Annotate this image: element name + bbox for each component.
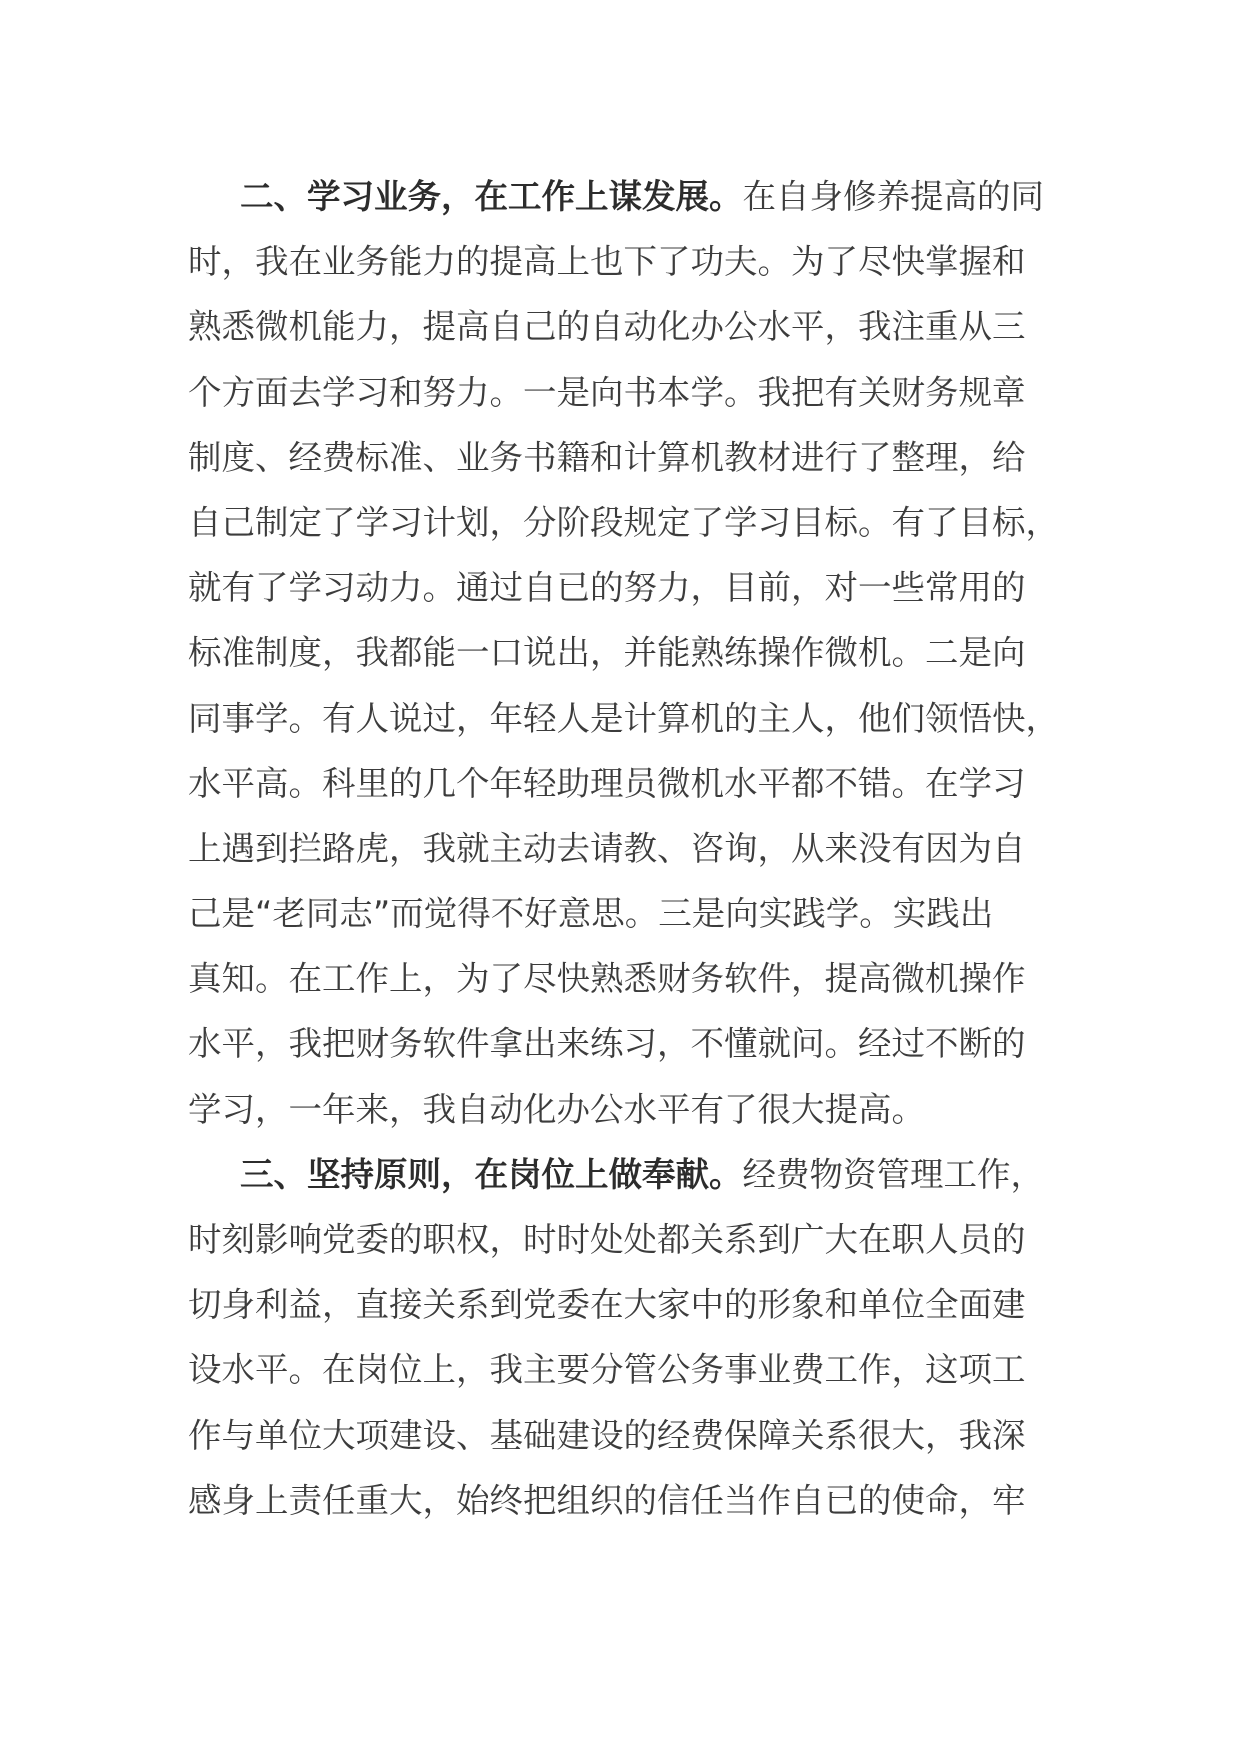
paragraph-line: 个方面去学习和努力。一是向书本学。我把有关财务规章 (188, 372, 1026, 412)
paragraph-line: 水平高。科里的几个年轻助理员微机水平都不错。在学习 (188, 763, 1026, 803)
paragraph-line: 真知。在工作上，为了尽快熟悉财务软件，提高微机操作 (188, 959, 1026, 999)
paragraph-line: 同事学。有人说过，年轻人是计算机的主人，他们领悟快， (188, 698, 1059, 738)
paragraph-line: 感身上责任重大，始终把组织的信任当作自已的使命，牢 (188, 1480, 1026, 1520)
paragraph-2-line-1 (188, 164, 1068, 229)
paragraph-line: 制度、经费标准、业务书籍和计算机教材进行了整理，给 (188, 437, 1026, 477)
paragraph-line: 时，我在业务能力的提高上也下了功夫。为了尽快掌握和 (188, 242, 1026, 282)
paragraph-text: 经费物资管理工作， (742, 1154, 1044, 1194)
paragraph-line: 水平，我把财务软件拿出来练习，不懂就问。经过不断的 (188, 1024, 1026, 1064)
paragraph-line: 学习，一年来，我自动化办公水平有了很大提高。 (188, 1089, 925, 1129)
paragraph-3-line-1 (188, 1142, 1068, 1207)
paragraph-line: 上遇到拦路虎，我就主动去请教、咨询，从来没有因为自 (188, 828, 1026, 868)
paragraph-line: 作与单位大项建设、基础建设的经费保障关系很大，我深 (188, 1415, 1026, 1455)
paragraph-text: 在自身修养提高的同 (742, 177, 1044, 216)
document-body (188, 164, 1068, 1533)
paragraph-line: 就有了学习动力。通过自已的努力，目前，对一些常用的 (188, 568, 1026, 608)
paragraph-line: 时刻影响党委的职权，时时处处都关系到广大在职人员的 (188, 1220, 1026, 1259)
paragraph-line: 己是“老同志”而觉得不好意思。三是向实践学。实践出 (188, 894, 994, 934)
section-3-heading: 三、坚持原则，在岗位上做奉献。 (240, 1154, 743, 1194)
paragraph-line: 自己制定了学习计划，分阶段规定了学习目标。有了目标， (188, 502, 1059, 542)
paragraph-line: 标准制度，我都能一口说出，并能熟练操作微机。二是向 (188, 633, 1026, 673)
paragraph-line: 切身利益，直接关系到党委在大家中的形象和单位全面建 (188, 1285, 1026, 1325)
paragraph-line: 设水平。在岗位上，我主要分管公务事业费工作，这项工 (188, 1350, 1026, 1390)
section-2-heading: 二、学习业务，在工作上谋发展。 (240, 177, 743, 216)
paragraph-line: 熟悉微机能力，提高自己的自动化办公水平，我注重从三 (188, 307, 1026, 347)
